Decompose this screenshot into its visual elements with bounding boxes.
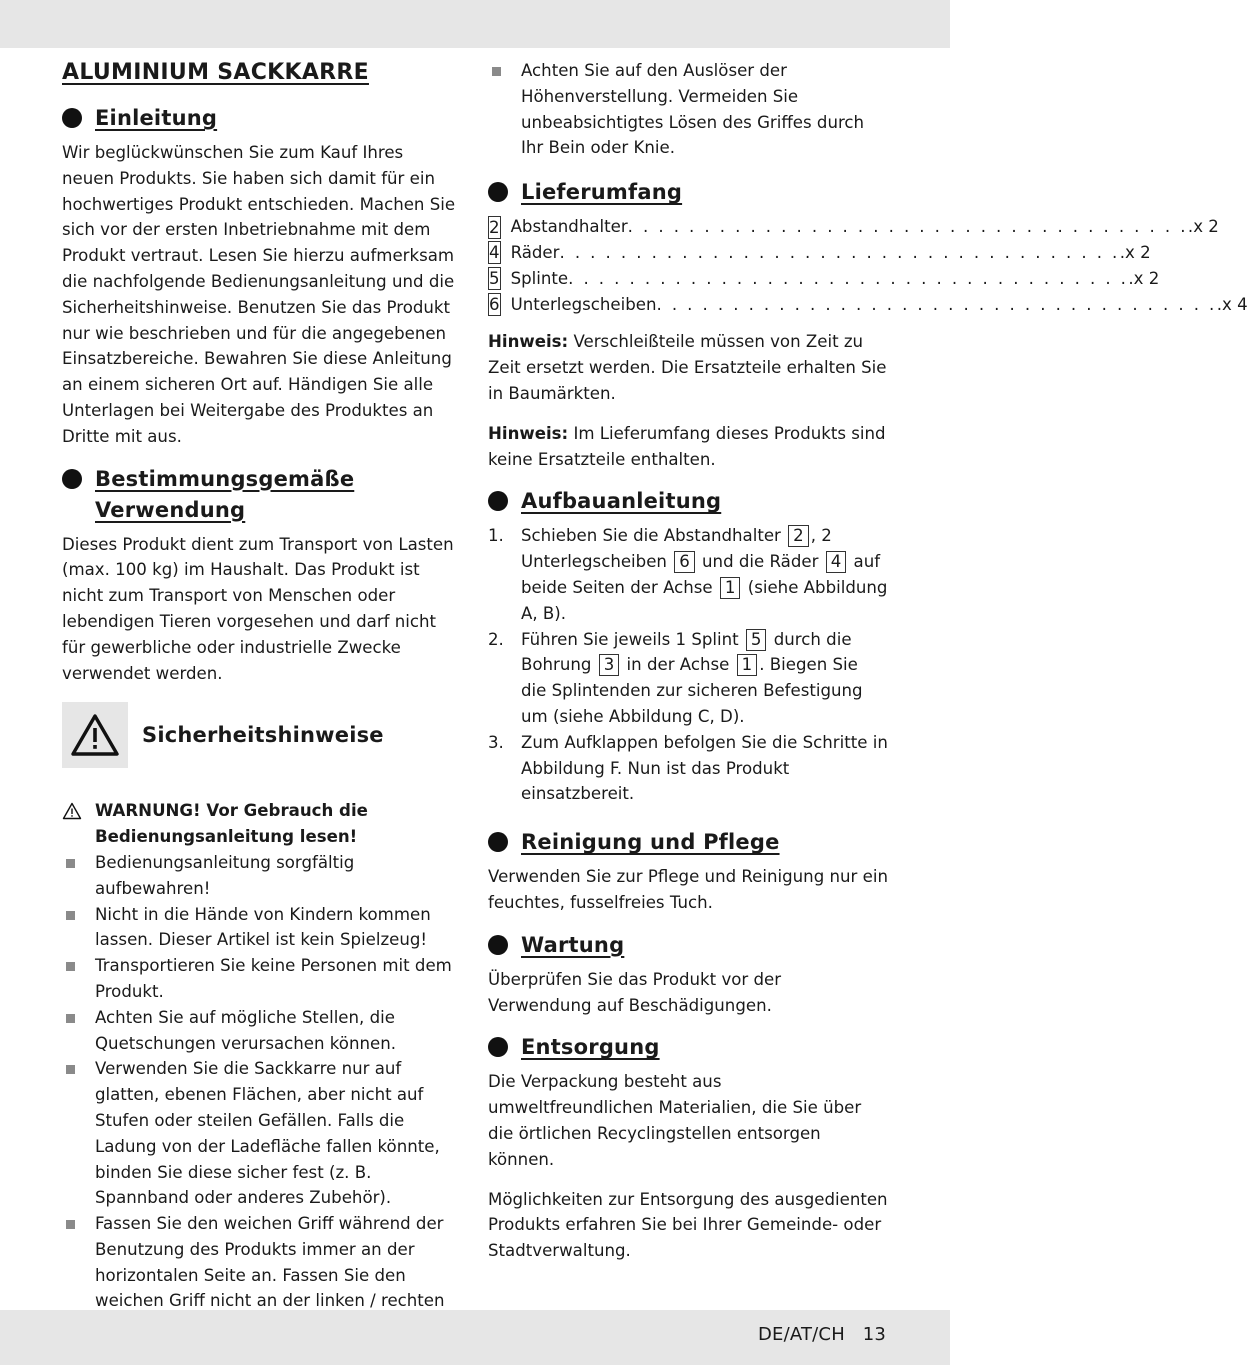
leader-dots: . . . . . . . . . . . . . . . . . . . . . . . . . . . . . . . . . . . . . (568, 268, 1129, 288)
part-name: Abstandhalter (510, 217, 628, 237)
page-footer: DE/AT/CH 13 (757, 1324, 886, 1345)
list-item-text: Verwenden Sie die Sackkarre nur auf glatten, ebenen Flächen, aber nicht auf Stufen oder steilen Gefällen. Falls die Ladung von der Ladefläche fallen könnte, binden Sie diese sicher fest (z. B. Spannband oder anderes Zubehör). (95, 1059, 440, 1208)
step-number: 3. (488, 732, 504, 752)
section-bullet-icon (62, 469, 82, 489)
entsorgung-header (488, 1032, 888, 1063)
part-name: Unterlegscheiben (510, 294, 657, 314)
wartung-text: Überprüfen Sie das Produkt vor der Verwendung auf Beschädigungen. (488, 969, 782, 1015)
part-quantity: .x 2 (1187, 217, 1219, 237)
list-item-text: Fassen Sie den weichen Griff während der Benutzung des Produkts immer an der horizontalen Seite an. Fassen Sie den weichen Griff nicht an der linken / rechten (95, 1214, 445, 1311)
list-item (62, 953, 460, 1005)
aufbau-heading: Aufbauanleitung (521, 489, 722, 514)
square-bullet-icon (488, 58, 521, 161)
safety-header (62, 702, 460, 768)
note-text: Verschleißteile müssen von Zeit zu Zeit ersetzt werden. Die Ersatzteile erhalten Sie in Baumärkten. (488, 332, 887, 403)
part-quantity: .x 4 (1216, 294, 1248, 314)
section-bullet-icon (488, 935, 508, 955)
warning-text: WARNUNG! Vor Gebrauch die Bedienungsanleitung lesen! (95, 801, 368, 847)
scope-list (488, 214, 1248, 317)
part-number: 6 (489, 294, 500, 314)
scope-row (488, 292, 1248, 318)
part-number: 2 (489, 217, 500, 237)
scope-row (488, 266, 1160, 292)
note-text: Im Lieferumfang dieses Produkts sind keine Ersatzteile enthalten. (488, 423, 886, 469)
part-number: 5 (489, 269, 500, 289)
list-item (62, 1005, 460, 1057)
step-item (488, 523, 888, 626)
part-ref: 2 (788, 525, 809, 547)
einleitung-text: Wir beglückwünschen Sie zum Kauf Ihres neuen Produkts. Sie haben sich damit für ein hochwertiges Produkt entschieden. Machen Sie sich vor der ersten Inbetriebnahme mit dem Produkt vertraut. Lesen Sie hierzu aufmerksam die nachfolgende Bedienungsanleitung und die Sicherheitshinweise. Benutzen Sie das Produkt nur wie beschrieben und für die angegebenen Einsatzbereiche. Bewahren Sie diese Anleitung an einem sicheren Ort auf. Händigen Sie alle Unterlagen bei Weitergabe des Produktes an Dritte mit aus. (62, 143, 456, 446)
scope-row (488, 214, 1219, 240)
list-item-text: Nicht in die Hände von Kindern kommen lassen. Dieser Artikel ist kein Spielzeug! (95, 904, 431, 950)
reinigung-text: Verwenden Sie zur Pflege und Reinigung nur ein feuchtes, fusselfreies Tuch. (488, 867, 888, 912)
bestimmung-header (62, 464, 460, 526)
bestimmung-heading-line2: Verwendung (95, 497, 246, 522)
leader-dots: . . . . . . . . . . . . . . . . . . . . . . . . . . . . . . . . . . . . . (559, 242, 1120, 262)
section-aufbau (488, 486, 888, 807)
lieferumfang-header (488, 177, 888, 208)
wartung-header (488, 930, 888, 961)
part-ref: 3 (599, 654, 620, 676)
einleitung-header (62, 103, 460, 134)
part-quantity: .x 2 (1128, 268, 1160, 288)
step-text: Führen Sie jeweils 1 Splint 5 durch die Bohrung 3 in der Achse 1 . Biegen Sie die Splintenden zur sicheren Befestigung um (siehe Abbildung C, D). (521, 629, 863, 726)
part-ref: 6 (674, 551, 695, 573)
part-ref: 1 (720, 577, 741, 599)
section-bullet-icon (488, 182, 508, 202)
section-bullet-icon (62, 108, 82, 128)
bestimmung-text: Dieses Produkt dient zum Transport von Lasten (max. 100 kg) im Haushalt. Das Produkt ist nicht zum Transport von Menschen oder lebendigen Tieren vorgesehen und darf nicht für gewerbliche oder industrielle Zwecke verwendet werden. (62, 534, 454, 683)
square-bullet-icon (62, 850, 95, 902)
entsorgung-text-2: Möglichkeiten zur Entsorgung des ausgedienten Produkts erfahren Sie bei Ihrer Gemeinde- oder Stadtverwaltung. (488, 1189, 888, 1261)
safety-list (62, 850, 460, 1340)
part-quantity: .x 2 (1119, 242, 1151, 262)
warning-triangle-icon (62, 702, 128, 768)
reinigung-heading: Reinigung und Pflege (521, 830, 780, 855)
safety-list-continued (488, 58, 888, 161)
list-item (62, 850, 460, 902)
list-item-text: Achten Sie auf mögliche Stellen, die Quetschungen verursachen können. (95, 1007, 396, 1053)
note-label: Hinweis: (488, 332, 569, 352)
wartung-heading: Wartung (521, 932, 625, 957)
scope-row (488, 240, 1151, 266)
right-column (488, 58, 1248, 1278)
step-text: Zum Aufklappen befolgen Sie die Schritte in Abbildung F. Nun ist das Produkt einsatzbereit. (521, 732, 888, 804)
section-entsorgung (488, 1032, 888, 1264)
section-einleitung (62, 103, 460, 450)
warning-note (62, 798, 460, 850)
list-item (488, 58, 888, 161)
leader-dots: . . . . . . . . . . . . . . . . . . . . . . . . . . . . . . . . . . . . . (627, 217, 1188, 237)
section-bullet-icon (488, 1037, 508, 1057)
section-wartung (488, 930, 888, 1019)
part-ref: 5 (746, 629, 767, 651)
step-item (488, 730, 888, 807)
note-wear-parts (488, 329, 888, 406)
aufbau-header (488, 486, 888, 517)
list-item (62, 902, 460, 954)
section-reinigung (488, 827, 888, 916)
lieferumfang-heading: Lieferumfang (521, 180, 683, 205)
reinigung-header (488, 827, 888, 858)
step-text: Schieben Sie die Abstandhalter 2 , 2 Unterlegscheiben 6 und die Räder 4 auf beide Seiten der Achse 1 (siehe Abbildung A, B). (521, 526, 888, 623)
list-item-text: Transportieren Sie keine Personen mit dem Produkt. (95, 956, 452, 1001)
safety-heading: Sicherheitshinweise (142, 723, 384, 748)
bestimmung-heading-line1: Bestimmungsgemäße (95, 466, 355, 491)
small-warning-icon (62, 798, 95, 850)
note-no-spares (488, 421, 888, 473)
left-column (62, 58, 460, 1340)
square-bullet-icon (62, 902, 95, 954)
assembly-steps (488, 523, 888, 807)
note-label: Hinweis: (488, 423, 569, 443)
entsorgung-heading: Entsorgung (521, 1035, 660, 1060)
bestimmung-heading (95, 464, 354, 526)
step-item (488, 627, 888, 730)
section-lieferumfang (488, 177, 1248, 472)
page-title: ALUMINIUM SACKKARRE (62, 60, 369, 85)
list-item-text: Bedienungsanleitung sorgfältig aufbewahren! (95, 852, 355, 898)
list-item-text: Achten Sie auf den Auslöser der Höhenverstellung. Vermeiden Sie unbeabsichtigtes Lösen des Griffes durch Ihr Bein oder Knie. (521, 61, 865, 158)
part-ref: 1 (737, 654, 758, 676)
square-bullet-icon (62, 1005, 95, 1057)
square-bullet-icon (62, 953, 95, 1005)
leader-dots: . . . . . . . . . . . . . . . . . . . . . . . . . . . . . . . . . . . . . (656, 294, 1217, 314)
part-name: Räder (510, 242, 560, 262)
einleitung-heading: Einleitung (95, 106, 218, 130)
square-bullet-icon (62, 1056, 95, 1211)
entsorgung-text-1: Die Verpackung besteht aus umweltfreundlichen Materialien, die Sie über die örtlichen Recyclingstellen entsorgen können. (488, 1072, 862, 1169)
top-band (0, 0, 950, 48)
list-item (62, 1056, 460, 1211)
step-number: 2. (488, 629, 504, 649)
part-number: 4 (489, 243, 500, 263)
section-bullet-icon (488, 491, 508, 511)
section-bullet-icon (488, 832, 508, 852)
part-name: Splinte (510, 268, 569, 288)
step-number: 1. (488, 526, 504, 546)
part-ref: 4 (826, 551, 847, 573)
section-bestimmung (62, 464, 460, 687)
